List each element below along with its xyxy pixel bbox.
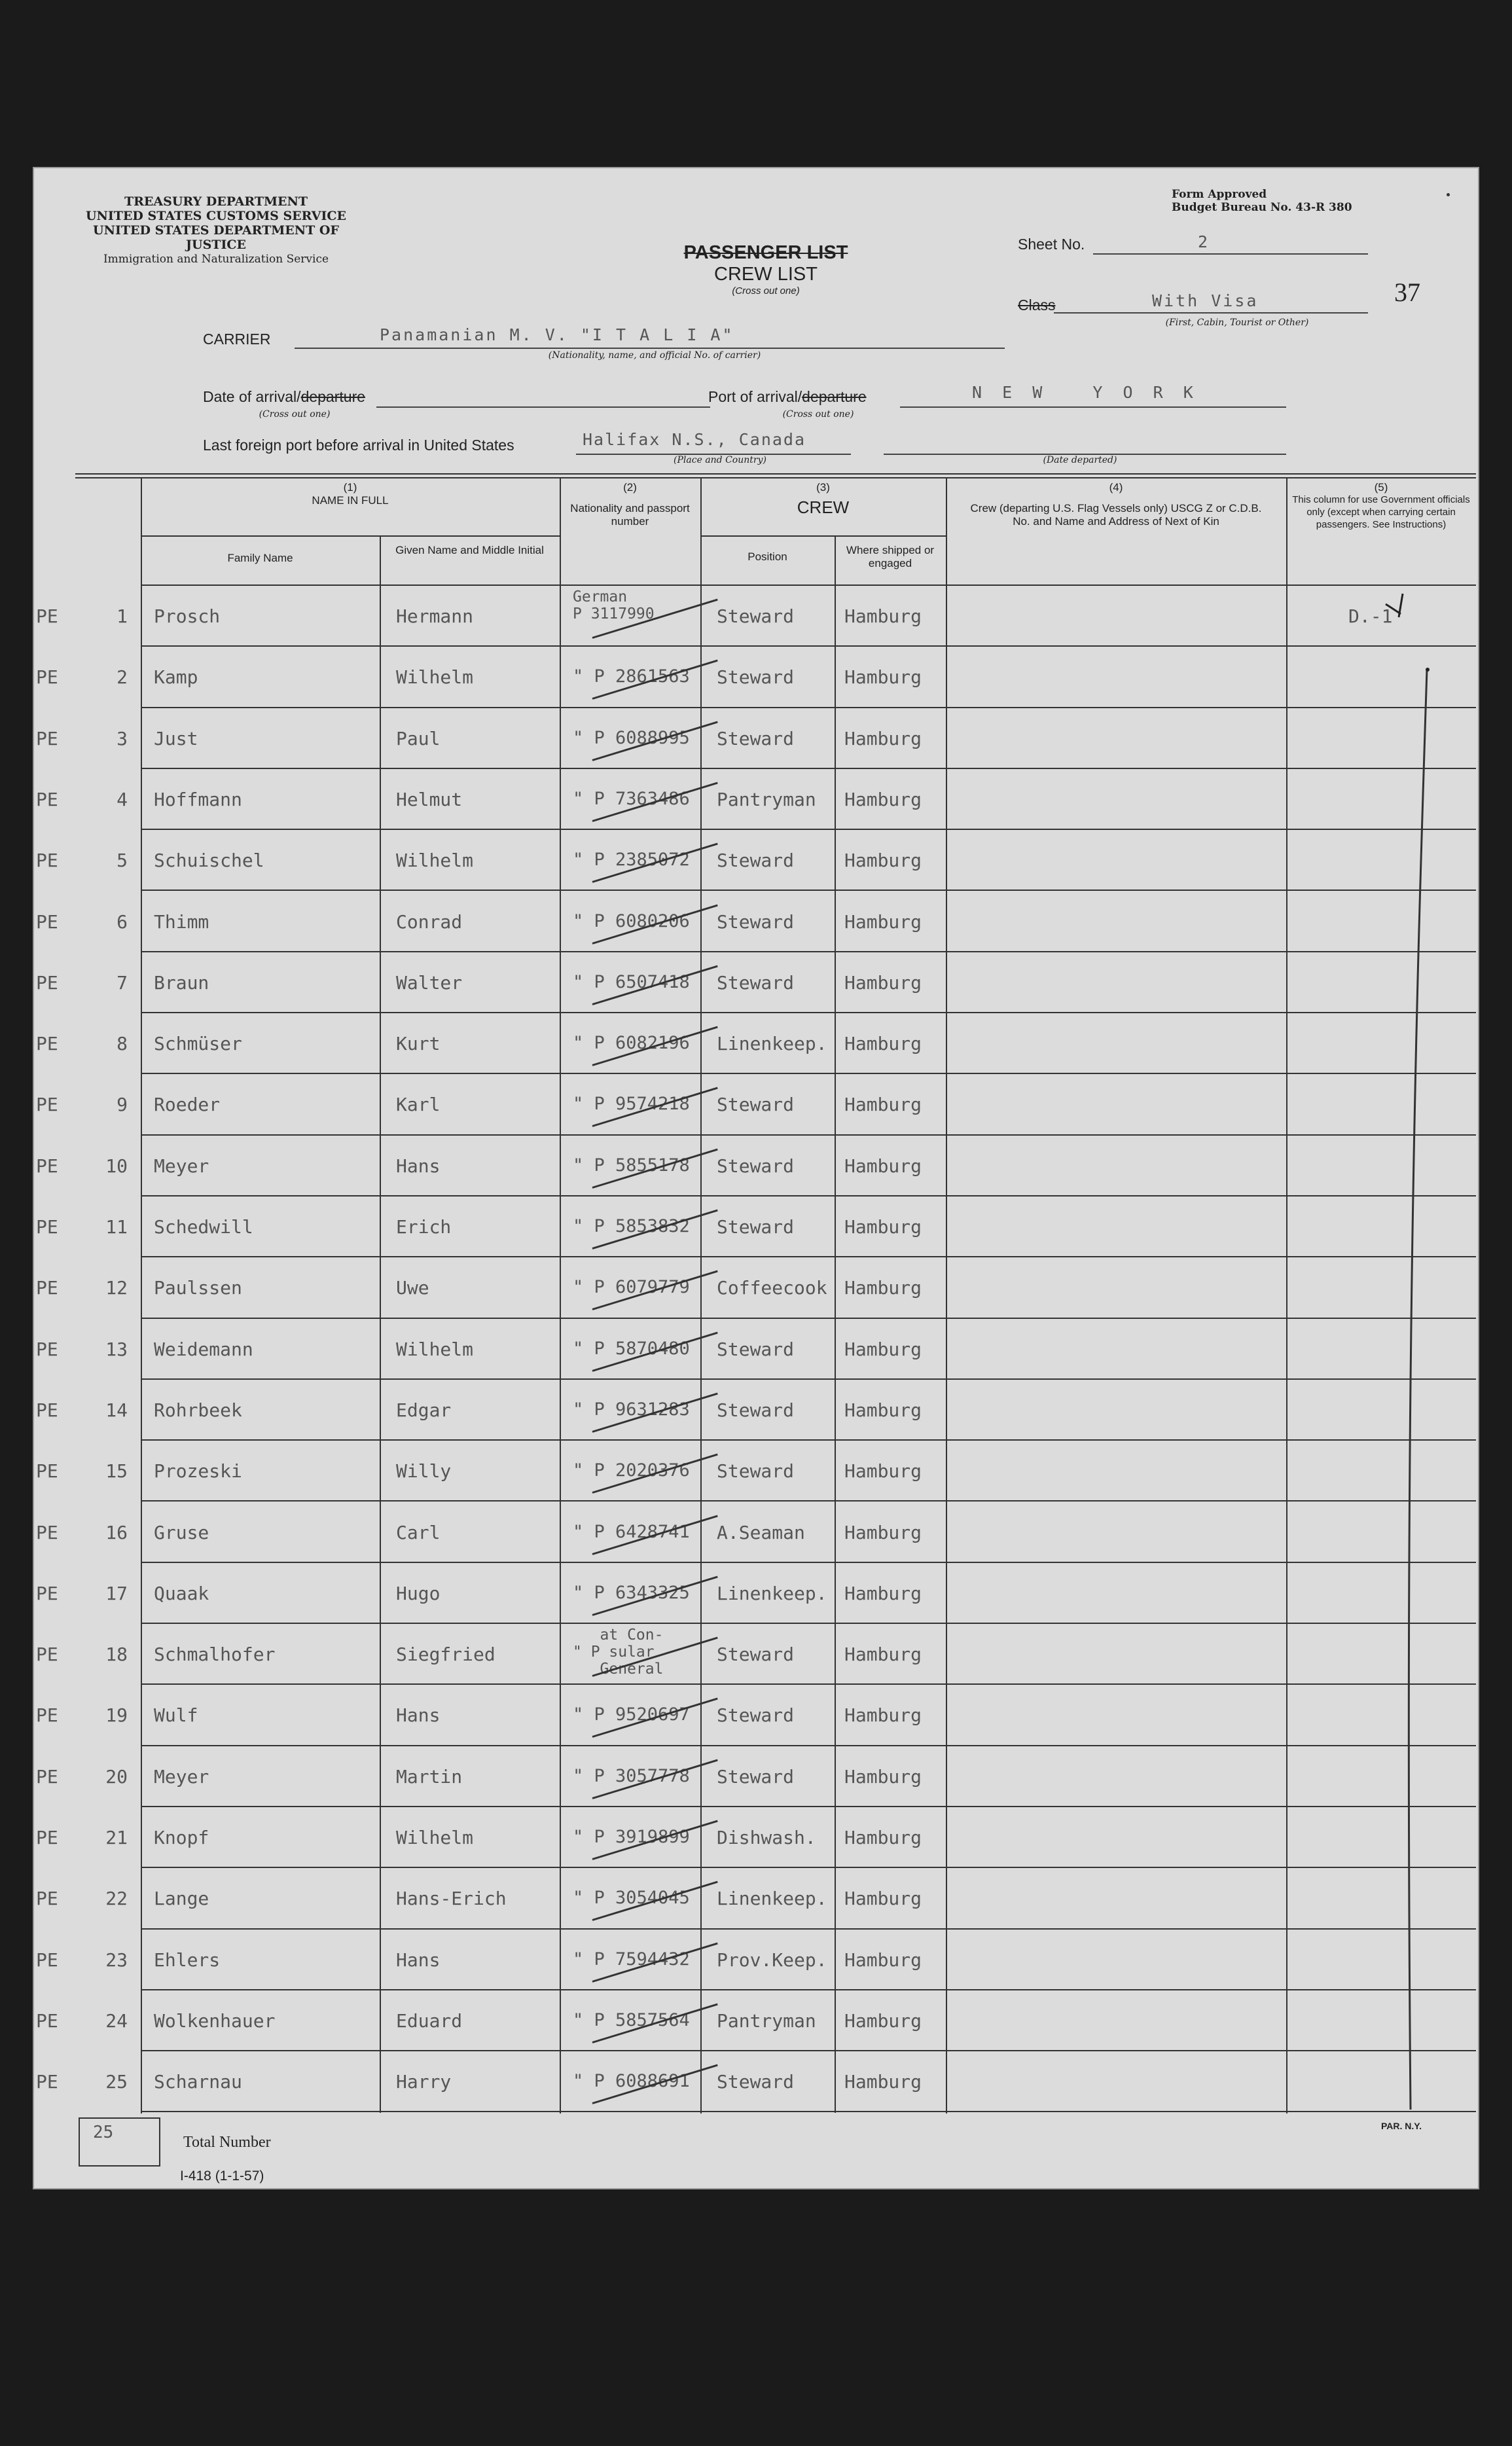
- given-name: Hermann: [396, 605, 474, 627]
- port-field: [900, 383, 1286, 408]
- given-name: Wilhelm: [396, 666, 474, 689]
- last-port-label: Last foreign port before arrival in United States: [203, 437, 514, 454]
- form-approved-text: Form Approved: [1172, 188, 1267, 201]
- passport-number: " P 6082196: [573, 1033, 690, 1054]
- row-number: 7: [117, 971, 128, 994]
- given-name: Walter: [396, 971, 463, 994]
- agency-line: TREASURY DEPARTMENT: [124, 194, 308, 209]
- position: Prov.Keep.: [717, 1949, 827, 1971]
- list-title: [609, 242, 923, 297]
- table-row: [36, 1563, 1476, 1624]
- col1-header: [141, 481, 560, 507]
- agency-line: UNITED STATES CUSTOMS SERVICE: [85, 209, 347, 223]
- row-code: PE: [36, 605, 58, 627]
- port-value: N E W Y O R K: [972, 383, 1198, 402]
- title-note: (Cross out one): [732, 285, 800, 297]
- shipped-where: Hamburg: [844, 2009, 922, 2032]
- class-field: [1054, 289, 1368, 314]
- table-row: [36, 1319, 1476, 1380]
- table-row: [36, 769, 1476, 830]
- row-number: 5: [117, 850, 128, 872]
- shipped-where: Hamburg: [844, 1399, 922, 1421]
- row-code: PE: [36, 971, 58, 994]
- rule-crew-sub: [700, 535, 946, 537]
- row-code: PE: [36, 2009, 58, 2032]
- row-code: PE: [36, 1338, 58, 1360]
- table-row: [36, 1074, 1476, 1135]
- row-number: 16: [105, 1521, 128, 1543]
- family-name: Meyer: [154, 1765, 209, 1788]
- given-name: Hugo: [396, 1582, 441, 1604]
- family-name: Rohrbeek: [154, 1399, 242, 1421]
- sheet-value: 2: [1198, 232, 1210, 251]
- family-name: Schedwill: [154, 1216, 253, 1238]
- shipped-where: Hamburg: [844, 1521, 922, 1543]
- passport-number: " P 6343325: [573, 1582, 690, 1603]
- table-row: [36, 1807, 1476, 1868]
- given-name: Siegfried: [396, 1644, 495, 1666]
- given-name: Willy: [396, 1460, 452, 1483]
- row-code: PE: [36, 1521, 58, 1543]
- table-row: [36, 1380, 1476, 1441]
- agency-line: UNITED STATES DEPARTMENT OF JUSTICE: [93, 223, 339, 252]
- table-row: [36, 586, 1476, 647]
- given-name: Hans: [396, 1704, 441, 1727]
- col4-title: Crew (departing U.S. Flag Vessels only) USCG Z or C.D.B. No. and Name and Address of Next of Kin: [970, 502, 1262, 528]
- shipped-where: Hamburg: [844, 788, 922, 810]
- position: Steward: [717, 971, 795, 994]
- date-departed-field: [884, 430, 1286, 455]
- row-code: PE: [36, 1399, 58, 1421]
- crew-table: [36, 473, 1476, 2116]
- handwritten-line: [1286, 585, 1476, 2116]
- arrival-label: [203, 388, 365, 406]
- carrier-label: CARRIER: [203, 331, 271, 348]
- port-label-a: Port of arrival/: [708, 388, 802, 405]
- table-row: [36, 1624, 1476, 1685]
- given-name: Hans: [396, 1155, 441, 1177]
- shipped-where: Hamburg: [844, 1949, 922, 1971]
- family-name: Ehlers: [154, 1949, 221, 1971]
- passport-number: " P 6507418: [573, 971, 690, 992]
- rule-top-2: [75, 477, 1476, 478]
- passport-number: " P 9631283: [573, 1399, 690, 1420]
- family-name: Paulssen: [154, 1277, 242, 1299]
- col4-number: (4): [1109, 481, 1123, 494]
- given-name: Carl: [396, 1521, 441, 1543]
- family-name: Schmalhofer: [154, 1644, 276, 1666]
- family-name: Roeder: [154, 1094, 221, 1116]
- table-row: [36, 1502, 1476, 1563]
- given-name: Conrad: [396, 910, 463, 933]
- col-given-header: Given Name and Middle Initial: [395, 544, 544, 556]
- position: Linenkeep.: [717, 1033, 827, 1055]
- given-name: Wilhelm: [396, 1338, 474, 1360]
- given-name: Kurt: [396, 1033, 441, 1055]
- col-family-header: Family Name: [227, 552, 293, 564]
- position: A.Seaman: [717, 1521, 805, 1543]
- row-code: PE: [36, 1888, 58, 1910]
- row-number: 2: [117, 666, 128, 689]
- arrival-date-field: [376, 383, 710, 408]
- row-number: 4: [117, 788, 128, 810]
- given-name: Hans: [396, 1949, 441, 1971]
- row-number: 11: [105, 1216, 128, 1238]
- agency-line: Immigration and Naturalization Service: [103, 253, 329, 266]
- row-number: 3: [117, 727, 128, 749]
- family-name: Gruse: [154, 1521, 209, 1543]
- passport-number: " P 3057778: [573, 1765, 690, 1786]
- position: Steward: [717, 727, 795, 749]
- position: Pantryman: [717, 2009, 816, 2032]
- shipped-where: Hamburg: [844, 1704, 922, 1727]
- row-code: PE: [36, 666, 58, 689]
- row-code: PE: [36, 1033, 58, 1055]
- passport-number: " P 6079779: [573, 1277, 690, 1298]
- shipped-where: Hamburg: [844, 1888, 922, 1910]
- port-label-b: departure: [802, 388, 867, 405]
- row-number: 10: [105, 1155, 128, 1177]
- passport-number: at Con- " P sular General: [573, 1627, 664, 1678]
- shipped-where: Hamburg: [844, 1460, 922, 1483]
- table-row: [36, 1441, 1476, 1502]
- position: Steward: [717, 910, 795, 933]
- col1-number: (1): [343, 481, 357, 494]
- passport-number: " P 3054045: [573, 1888, 690, 1909]
- table-row: [36, 708, 1476, 769]
- arrival-label-b: departure: [300, 388, 366, 405]
- passport-number: " P 6080206: [573, 910, 690, 931]
- family-name: Scharnau: [154, 2071, 242, 2093]
- document-sheet: [33, 167, 1479, 2189]
- row-number: 17: [105, 1582, 128, 1604]
- passport-number: " P 2385072: [573, 850, 690, 871]
- passport-number: German P 3117990: [573, 588, 655, 622]
- col1-title: NAME IN FULL: [312, 494, 389, 507]
- table-row: [36, 1685, 1476, 1746]
- shipped-where: Hamburg: [844, 850, 922, 872]
- passport-number: " P 9574218: [573, 1094, 690, 1115]
- position: Steward: [717, 1216, 795, 1238]
- table-row: [36, 647, 1476, 708]
- position: Steward: [717, 1704, 795, 1727]
- family-name: Lange: [154, 1888, 209, 1910]
- given-name: Harry: [396, 2071, 452, 2093]
- passport-number: " P 5857564: [573, 2009, 690, 2030]
- col5-title: This column for use Government officials only (except when carrying certain passengers. See Instructions): [1292, 494, 1470, 530]
- last-port-value: Halifax N.S., Canada: [583, 430, 806, 449]
- col3-number: (3): [816, 481, 830, 494]
- given-name: Erich: [396, 1216, 452, 1238]
- col2-title: Nationality and passport number: [570, 502, 690, 528]
- row-number: 20: [105, 1765, 128, 1788]
- row-number: 19: [105, 1704, 128, 1727]
- position: Steward: [717, 850, 795, 872]
- row-number: 12: [105, 1277, 128, 1299]
- carrier-field: [295, 324, 1005, 349]
- port-note: (Cross out one): [782, 409, 854, 420]
- sheet-label: Sheet No.: [1018, 236, 1085, 253]
- row-number: 8: [117, 1033, 128, 1055]
- shipped-where: Hamburg: [844, 1338, 922, 1360]
- given-name: Karl: [396, 1094, 441, 1116]
- shipped-where: Hamburg: [844, 910, 922, 933]
- shipped-where: Hamburg: [844, 1827, 922, 1848]
- class-note: (First, Cabin, Tourist or Other): [1165, 317, 1309, 328]
- corner-dot: [1447, 193, 1450, 196]
- col2-number: (2): [623, 481, 637, 494]
- position: Steward: [717, 1155, 795, 1177]
- family-name: Braun: [154, 971, 209, 994]
- passport-number: " P 6088691: [573, 2071, 690, 2092]
- shipped-where: Hamburg: [844, 2071, 922, 2093]
- table-row: [36, 1930, 1476, 1990]
- row-code: PE: [36, 788, 58, 810]
- table-row: [36, 1013, 1476, 1074]
- position: Steward: [717, 1765, 795, 1788]
- row-number: 21: [105, 1827, 128, 1848]
- position: Steward: [717, 605, 795, 627]
- given-name: Paul: [396, 727, 441, 749]
- port-label: [708, 388, 867, 406]
- passport-number: " P 6428741: [573, 1521, 690, 1542]
- col-where-header: Where shipped or engaged: [846, 544, 935, 569]
- shipped-where: Hamburg: [844, 971, 922, 994]
- row-number: 6: [117, 910, 128, 933]
- shipped-where: Hamburg: [844, 1582, 922, 1604]
- row-rule: [141, 2111, 1476, 2112]
- family-name: Meyer: [154, 1155, 209, 1177]
- arrival-note: (Cross out one): [259, 409, 331, 420]
- row-number: 18: [105, 1644, 128, 1666]
- given-name: Hans-Erich: [396, 1888, 507, 1910]
- given-name: Uwe: [396, 1277, 429, 1299]
- arrival-label-a: Date of arrival/: [203, 388, 301, 405]
- printer-mark: PAR. N.Y.: [1381, 2121, 1422, 2131]
- passport-number: " P 2861563: [573, 666, 690, 687]
- family-name: Thimm: [154, 910, 209, 933]
- table-row: [36, 1868, 1476, 1929]
- row-code: PE: [36, 1094, 58, 1116]
- row-code: PE: [36, 2071, 58, 2093]
- position: Linenkeep.: [717, 1582, 827, 1604]
- family-name: Wolkenhauer: [154, 2009, 276, 2032]
- passport-number: " P 7594432: [573, 1949, 690, 1969]
- shipped-where: Hamburg: [844, 1644, 922, 1666]
- shipped-where: Hamburg: [844, 1155, 922, 1177]
- passport-number: " P 9520697: [573, 1704, 690, 1725]
- carrier-note: (Nationality, name, and official No. of carrier): [548, 350, 761, 361]
- table-row: [36, 830, 1476, 891]
- shipped-where: Hamburg: [844, 1094, 922, 1116]
- given-name: Helmut: [396, 788, 463, 810]
- family-name: Kamp: [154, 666, 198, 689]
- table-row: [36, 1746, 1476, 1807]
- shipped-where: Hamburg: [844, 727, 922, 749]
- last-port-note: (Place and Country): [674, 455, 766, 465]
- rule-name-sub: [141, 535, 560, 537]
- row-code: PE: [36, 1765, 58, 1788]
- family-name: Prosch: [154, 605, 221, 627]
- row-number: 14: [105, 1399, 128, 1421]
- passport-number: " P 5855178: [573, 1155, 690, 1176]
- position: Dishwash.: [717, 1827, 816, 1848]
- table-row: [36, 1990, 1476, 2051]
- col5-header: [1289, 481, 1473, 531]
- shipped-where: Hamburg: [844, 666, 922, 689]
- table-row: [36, 891, 1476, 952]
- last-port-field: [576, 430, 851, 455]
- date-departed-note: (Date departed): [1043, 455, 1117, 465]
- total-label: Total Number: [183, 2134, 271, 2151]
- shipped-where: Hamburg: [844, 1033, 922, 1055]
- form-approval: [1172, 188, 1352, 214]
- position: Coffeecook: [717, 1277, 827, 1299]
- form-number: I-418 (1-1-57): [180, 2168, 264, 2184]
- position: Steward: [717, 1644, 795, 1666]
- row-code: PE: [36, 1827, 58, 1848]
- family-name: Knopf: [154, 1827, 209, 1848]
- row-number: 24: [105, 2009, 128, 2032]
- passport-number: " P 7363486: [573, 788, 690, 809]
- shipped-where: Hamburg: [844, 1277, 922, 1299]
- given-name: Martin: [396, 1765, 463, 1788]
- position: Linenkeep.: [717, 1888, 827, 1910]
- row-number: 9: [117, 1094, 128, 1116]
- row-number: 22: [105, 1888, 128, 1910]
- family-name: Quaak: [154, 1582, 209, 1604]
- position: Steward: [717, 1338, 795, 1360]
- budget-bureau-text: Budget Bureau No. 43-R 380: [1172, 201, 1352, 214]
- official-note: D.-1: [1348, 605, 1393, 627]
- total-box: 25: [79, 2117, 160, 2167]
- row-number: 15: [105, 1460, 128, 1483]
- col-position-header: Position: [747, 550, 787, 563]
- passport-number: " P 5870480: [573, 1338, 690, 1359]
- col4-header: [965, 481, 1267, 528]
- family-name: Schuischel: [154, 850, 264, 872]
- col3-title: CREW: [797, 497, 850, 517]
- position: Steward: [717, 1460, 795, 1483]
- family-name: Schmüser: [154, 1033, 242, 1055]
- passport-number: " P 2020376: [573, 1460, 690, 1481]
- row-code: PE: [36, 1460, 58, 1483]
- position: Pantryman: [717, 788, 816, 810]
- position: Steward: [717, 2071, 795, 2093]
- position: Steward: [717, 1094, 795, 1116]
- col5-number: (5): [1374, 481, 1388, 494]
- table-row: [36, 1136, 1476, 1196]
- family-name: Hoffmann: [154, 788, 242, 810]
- shipped-where: Hamburg: [844, 1216, 922, 1238]
- class-label: Class: [1018, 297, 1056, 314]
- position: Steward: [717, 1399, 795, 1421]
- class-value: With Visa: [1152, 291, 1259, 310]
- table-row: [36, 952, 1476, 1013]
- row-number: 23: [105, 1949, 128, 1971]
- title-crew-list: CREW LIST: [714, 264, 818, 285]
- carrier-value: Panamanian M. V. "I T A L I A": [380, 325, 734, 344]
- col3-header: [700, 481, 946, 517]
- family-name: Wulf: [154, 1704, 198, 1727]
- row-code: PE: [36, 1644, 58, 1666]
- title-passenger-list: PASSENGER LIST: [683, 242, 848, 263]
- table-row: [36, 2051, 1476, 2112]
- given-name: Wilhelm: [396, 1827, 474, 1848]
- row-code: PE: [36, 1277, 58, 1299]
- rule-top: [75, 473, 1476, 475]
- family-name: Prozeski: [154, 1460, 242, 1483]
- col2-header: [563, 481, 697, 528]
- row-code: PE: [36, 1155, 58, 1177]
- row-code: PE: [36, 1582, 58, 1604]
- passport-number: " P 3919899: [573, 1827, 690, 1847]
- family-name: Weidemann: [154, 1338, 253, 1360]
- passport-number: " P 5853832: [573, 1216, 690, 1236]
- given-name: Edgar: [396, 1399, 452, 1421]
- row-code: PE: [36, 1216, 58, 1238]
- position: Steward: [717, 666, 795, 689]
- row-code: PE: [36, 910, 58, 933]
- family-name: Just: [154, 727, 198, 749]
- table-row: [36, 1257, 1476, 1318]
- row-number: 13: [105, 1338, 128, 1360]
- row-number: 1: [117, 605, 128, 627]
- row-code: PE: [36, 727, 58, 749]
- row-number: 25: [105, 2071, 128, 2093]
- sheet-field: [1093, 232, 1368, 255]
- row-code: PE: [36, 1949, 58, 1971]
- shipped-where: Hamburg: [844, 605, 922, 627]
- page-number: 37: [1394, 278, 1420, 307]
- given-name: Wilhelm: [396, 850, 474, 872]
- passport-number: " P 6088995: [573, 727, 690, 748]
- agency-header: [79, 194, 353, 266]
- row-code: PE: [36, 850, 58, 872]
- given-name: Eduard: [396, 2009, 463, 2032]
- table-row: [36, 1196, 1476, 1257]
- shipped-where: Hamburg: [844, 1765, 922, 1788]
- row-code: PE: [36, 1704, 58, 1727]
